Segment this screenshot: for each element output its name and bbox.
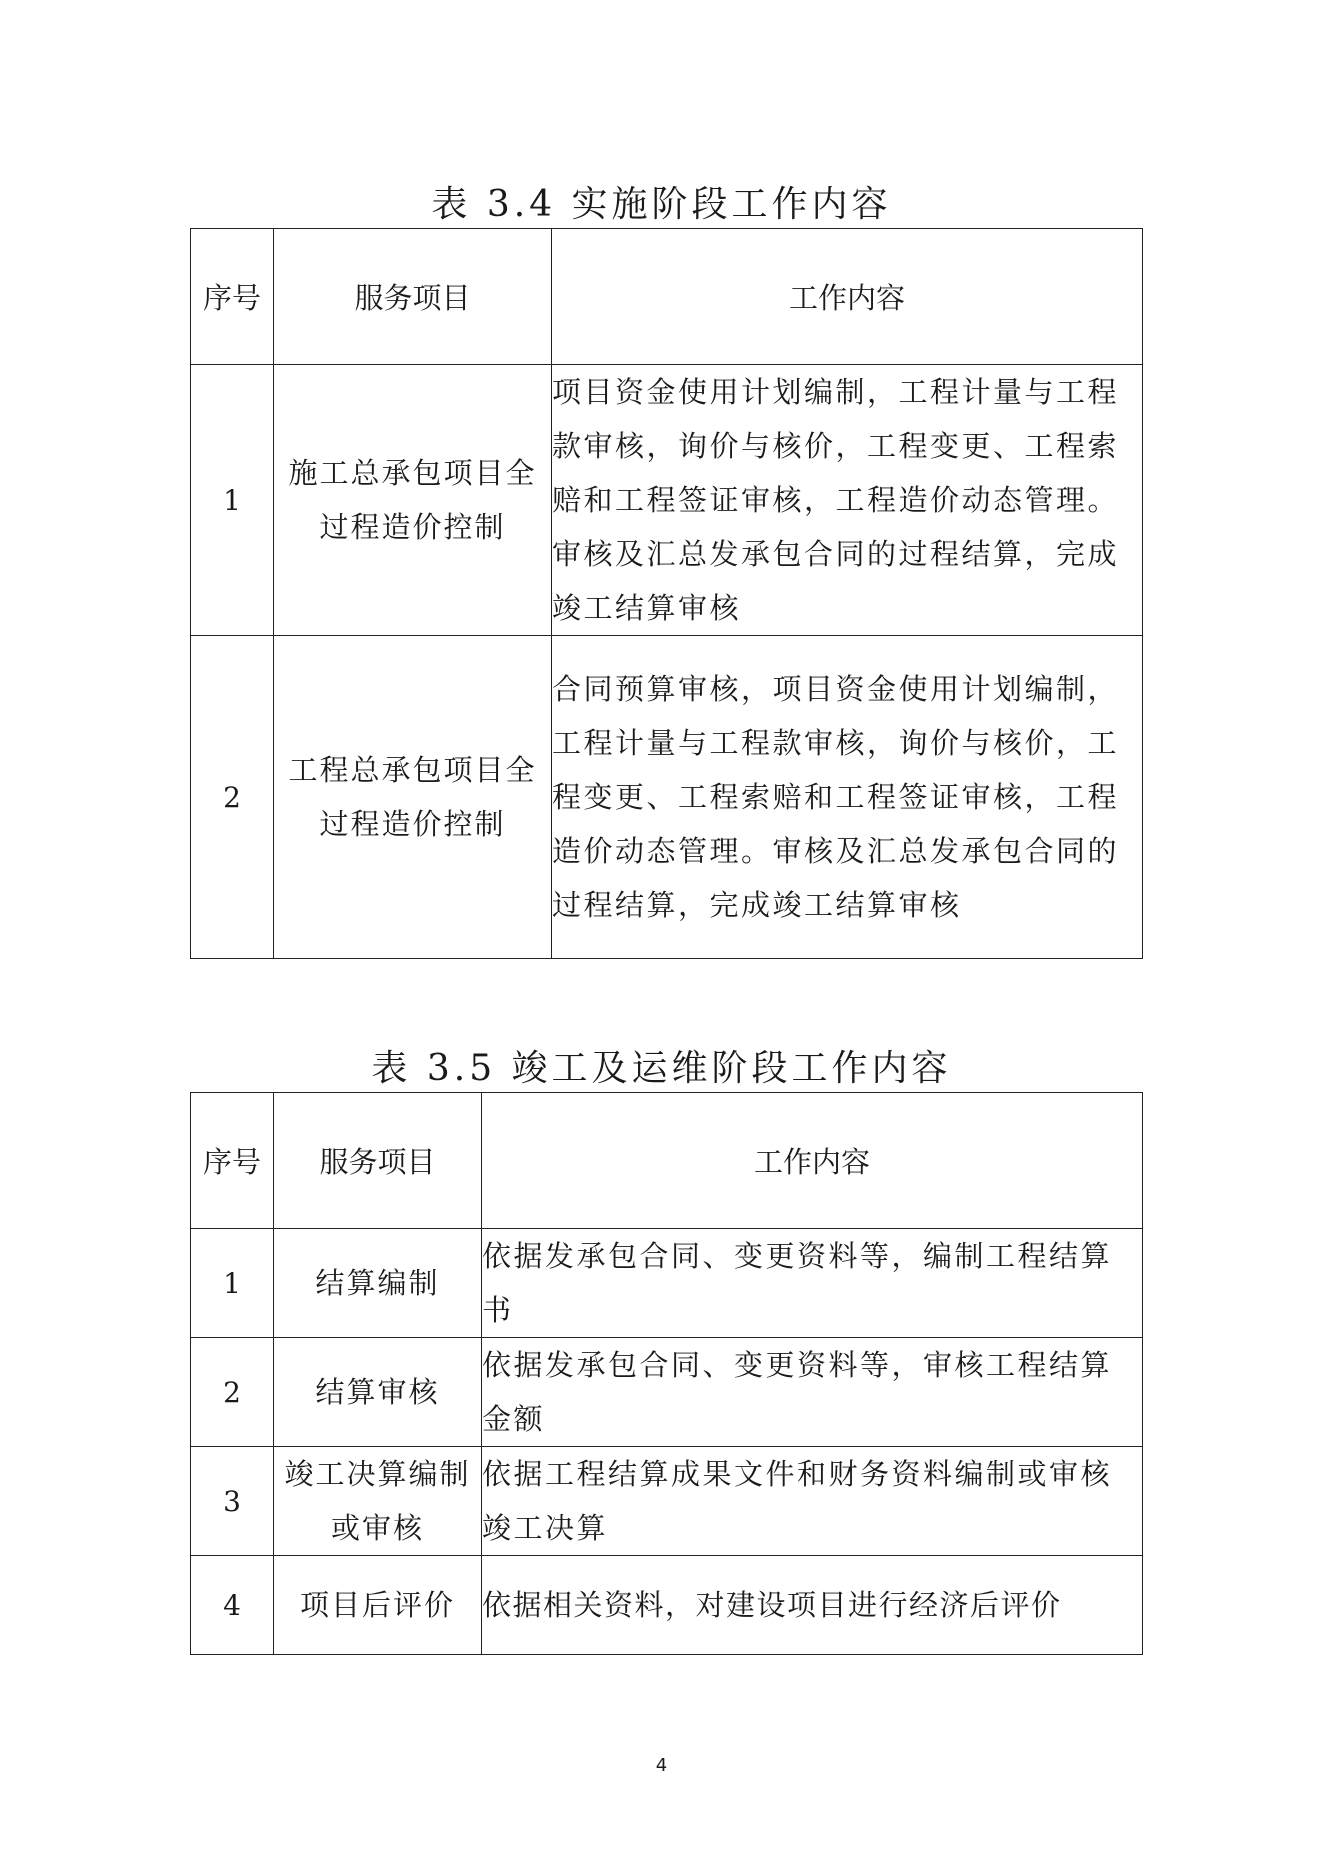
cell-no: 3 <box>191 1447 274 1556</box>
cell-no: 1 <box>191 1229 274 1338</box>
cell-content: 依据发承包合同、变更资料等，编制工程结算书 <box>482 1229 1143 1338</box>
table-row <box>191 1229 1143 1338</box>
header-content: 工作内容 <box>482 1093 1143 1229</box>
header-item: 服务项目 <box>274 229 552 365</box>
cell-item: 施工总承包项目全过程造价控制 <box>274 365 552 636</box>
header-item: 服务项目 <box>274 1093 482 1229</box>
table-row <box>191 365 1143 636</box>
cell-no: 1 <box>191 365 274 636</box>
cell-item: 结算审核 <box>274 1338 482 1447</box>
cell-content: 依据相关资料，对建设项目进行经济后评价 <box>482 1556 1143 1655</box>
header-content: 工作内容 <box>552 229 1143 365</box>
cell-item: 项目后评价 <box>274 1556 482 1655</box>
implementation-stage-table <box>190 228 1143 959</box>
table-header-row <box>191 229 1143 365</box>
table-3-4-caption: 表 3.4 实施阶段工作内容 <box>431 184 892 225</box>
completion-operation-stage-table <box>190 1092 1143 1655</box>
cell-no: 2 <box>191 636 274 959</box>
table-row <box>191 1338 1143 1447</box>
table-row <box>191 1447 1143 1556</box>
cell-item: 工程总承包项目全过程造价控制 <box>274 636 552 959</box>
cell-item: 竣工决算编制或审核 <box>274 1447 482 1556</box>
cell-no: 2 <box>191 1338 274 1447</box>
table-header-row <box>191 1093 1143 1229</box>
table-3-5-caption: 表 3.5 竣工及运维阶段工作内容 <box>371 1048 952 1089</box>
header-no: 序号 <box>191 229 274 365</box>
table-row <box>191 1556 1143 1655</box>
cell-no: 4 <box>191 1556 274 1655</box>
header-no: 序号 <box>191 1093 274 1229</box>
page-number: 4 <box>655 1755 668 1776</box>
cell-content: 合同预算审核，项目资金使用计划编制，工程计量与工程款审核，询价与核价，工程变更、工程索赔和工程签证审核，工程造价动态管理。审核及汇总发承包合同的过程结算，完成竣工结算审核 <box>552 636 1143 959</box>
cell-content: 依据发承包合同、变更资料等，审核工程结算金额 <box>482 1338 1143 1447</box>
cell-item: 结算编制 <box>274 1229 482 1338</box>
cell-content: 依据工程结算成果文件和财务资料编制或审核竣工决算 <box>482 1447 1143 1556</box>
cell-content: 项目资金使用计划编制，工程计量与工程款审核，询价与核价，工程变更、工程索赔和工程签证审核，工程造价动态管理。审核及汇总发承包合同的过程结算，完成竣工结算审核 <box>552 365 1143 636</box>
table-row <box>191 636 1143 959</box>
